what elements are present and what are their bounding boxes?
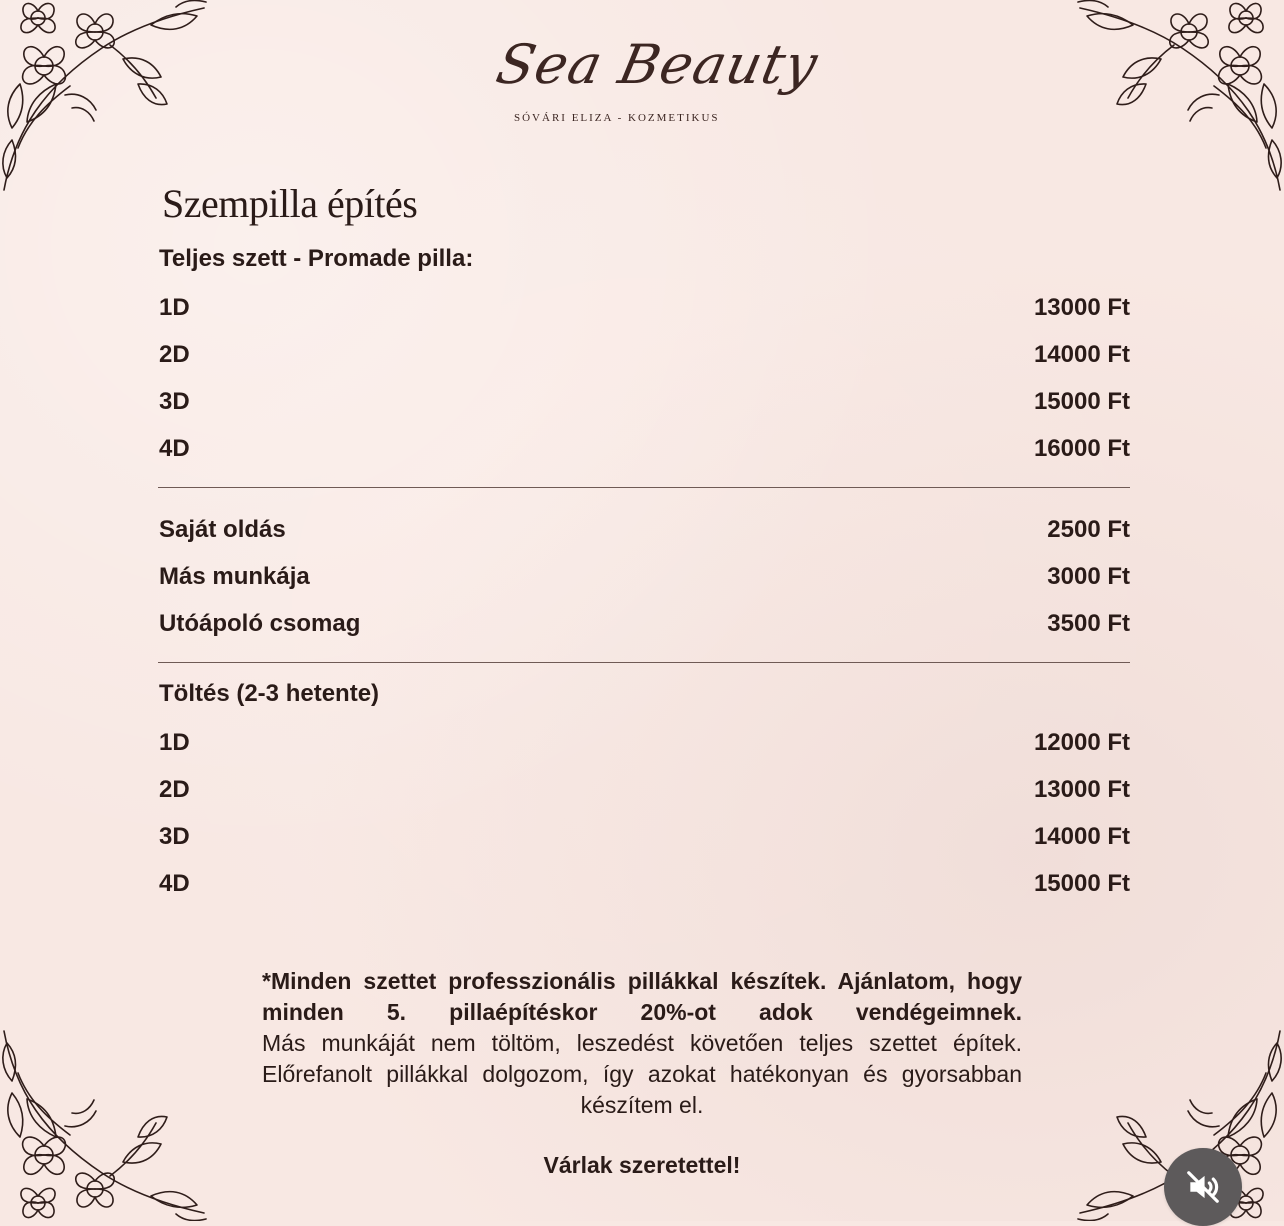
price-row (158, 600, 1130, 647)
service-name: 2D (159, 776, 190, 804)
price-row (158, 284, 1130, 331)
service-name: 3D (159, 387, 190, 415)
brand-logo (491, 33, 824, 130)
price-row (158, 861, 1130, 908)
service-price: 16000 Ft (1033, 434, 1130, 462)
service-price: 15000 Ft (1033, 387, 1130, 415)
service-price: 13000 Ft (1033, 293, 1130, 321)
service-name: 4D (159, 870, 190, 898)
section-divider (158, 487, 1130, 488)
service-name: 4D (159, 434, 190, 462)
service-price: 15000 Ft (1033, 870, 1130, 898)
service-name: Utóápoló csomag (159, 609, 361, 637)
mute-button[interactable] (1164, 1148, 1242, 1226)
info-note (262, 966, 1022, 1121)
service-price: 3500 Ft (1047, 609, 1130, 637)
service-name: 1D (159, 293, 190, 321)
price-row (158, 767, 1130, 814)
service-name: Más munkája (159, 562, 310, 590)
section-label-full-set: Teljes szett - Promade pilla: (159, 245, 474, 272)
section-label-refill: Töltés (2-3 hetente) (159, 680, 380, 708)
info-note-normal: Más munkáját nem töltöm, leszedést követően teljes szettet építek. Előrefanolt pillákkal dolgozom, így azokat hatékonyan és gyorsabban készítem el. (262, 1030, 1022, 1118)
info-note-bold: *Minden szettet professzionális pillákkal készítek. Ajánlatom, hogy minden 5. pillaépítéskor 20%-ot adok vendégeimnek. (262, 968, 1022, 1025)
price-row (158, 425, 1130, 472)
service-price: 2500 Ft (1047, 515, 1130, 543)
price-row (158, 720, 1130, 767)
service-name: Saját oldás (159, 515, 286, 543)
service-price: 3000 Ft (1047, 562, 1130, 590)
price-row (158, 331, 1130, 378)
service-name: 3D (159, 823, 190, 851)
price-row (158, 553, 1130, 600)
price-list (158, 181, 1130, 908)
closing-message: Várlak szeretettel! (543, 1152, 741, 1178)
service-price: 12000 Ft (1033, 729, 1130, 757)
price-row (158, 814, 1130, 861)
section-divider (158, 662, 1130, 663)
price-row (158, 506, 1130, 553)
page-title: Szempilla építés (162, 181, 418, 226)
service-price: 13000 Ft (1033, 776, 1130, 804)
brand-name: Sea Beauty (491, 33, 824, 96)
price-row (158, 378, 1130, 425)
speaker-muted-icon (1184, 1168, 1222, 1206)
service-price: 14000 Ft (1033, 340, 1130, 368)
service-name: 1D (159, 729, 190, 757)
service-name: 2D (159, 340, 190, 368)
service-price: 14000 Ft (1033, 823, 1130, 851)
brand-subtitle: SÓVÁRI ELIZA - KOZMETIKUS (514, 112, 720, 124)
